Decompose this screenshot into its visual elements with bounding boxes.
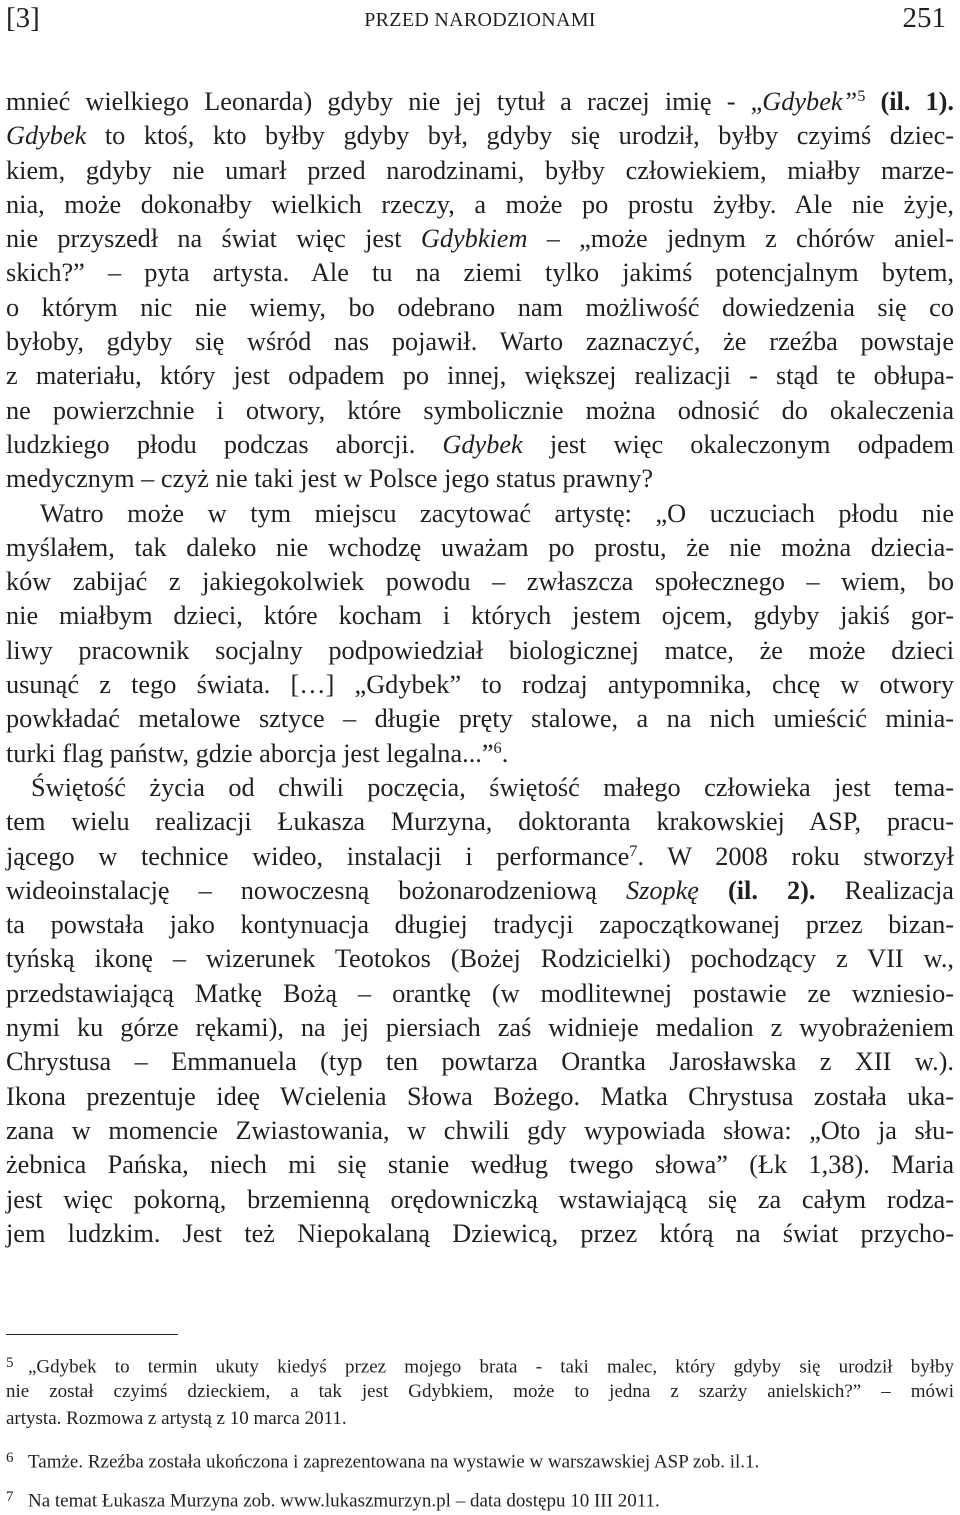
page-number: 251 [902, 2, 946, 34]
footnote-number: 7 [6, 1489, 14, 1506]
footnote-6: 6 Tamże. Rzeźba została ukończona i zaprezentowana na wystawie w warszawskiej ASP zob. il.1. [6, 1445, 954, 1473]
text-line: ne powierzchnie i otwory, które symbolicznie można odnosić do okaleczenia [6, 395, 954, 425]
footnote-ref: 6 [493, 737, 502, 757]
running-header [0, 0, 960, 40]
text-line: usunąć z tego świata. […] „Gdybek” to rodzaj antypomnika, chcę w otwory [6, 670, 954, 700]
text-line: jest więc pokorną, brzemienną orędowniczką wstawiającą się za całym rodza- [6, 1184, 954, 1214]
text-line: o którym nic nie wiemy, bo odebrano nam możliwość dowiedzenia się co [6, 292, 954, 322]
text-line: z materiału, który jest odpadem po innej, większej realizacji - stąd te obłupa- [6, 361, 954, 391]
footnote-7: 7 Na temat Łukasza Murzyna zob. www.lukaszmurzyn.pl – data dostępu 10 III 2011. [6, 1484, 954, 1512]
text-line: tyńską ikonę – wizerunek Teotokos (Bożej Rodzicielki) pochodzący z VII w., [6, 944, 954, 974]
text-line: Świętość życia od chwili poczęcia, świętość małego człowieka jest tema- [31, 772, 954, 802]
running-title: PRZED NARODZIONAMI [364, 9, 596, 31]
text-line: kiem, gdyby nie umarł przed narodzinami, byłby człowiekiem, miałby marze- [6, 155, 954, 185]
footnote-number: 6 [6, 1449, 14, 1466]
footnote-ref: 5 [857, 86, 866, 106]
footnote-5: 5 „Gdybek to termin ukuty kiedyś przez mojego brata - taki malec, który gdyby się urodził byłby [6, 1350, 954, 1378]
text-line: Watro może w tym miejscu zacytować artystę: „O uczuciach płodu nie [40, 498, 954, 528]
chapter-number: [3] [6, 2, 40, 34]
text-line: jem ludzkim. Jest też Niepokalaną Dziewicą, przez którą na świat przycho- [6, 1218, 954, 1248]
text-line: Chrystusa – Emmanuela (typ ten powtarza Orantka Jarosławska z XII w.). [6, 1047, 954, 1077]
text-line: liwy pracownik socjalny podpowiedział biologicznej matce, że może dzieci [6, 635, 954, 665]
text-line: ków zabijać z jakiegokolwiek powodu – zwłaszcza społecznego – wiem, bo [6, 567, 954, 597]
footnote-divider [6, 1334, 178, 1335]
footnote-line: artysta. Rozmowa z artystą z 10 marca 2011. [6, 1408, 347, 1430]
text-line: byłoby, gdyby się wśród nas pojawił. Warto zaznaczyć, że rzeźba powstaje [6, 327, 954, 357]
text-line: ludzkiego płodu podczas aborcji. Gdybek jest więc okaleczonym odpadem [6, 429, 954, 459]
footnote-line: nie został czyimś dzieckiem, a tak jest Gdybkiem, może to jedna z szarży anielskich?” – mówi [6, 1380, 954, 1402]
text-line: przedstawiającą Matkę Bożą – orantkę (w modlitewnej postawie ze wzniesio- [6, 978, 954, 1008]
text-line: Ikona prezentuje ideę Wcielenia Słowa Bożego. Matka Chrystusa została uka- [6, 1081, 954, 1111]
text-line: nie przyszedł na świat więc jest Gdybkiem – „może jednym z chórów aniel- [6, 224, 954, 254]
text-line: nymi ku górze rękami), na jej piersiach zaś widnieje medalion z wyobrażeniem [6, 1013, 954, 1043]
main-text [6, 85, 954, 1251]
text-line: żebnica Pańska, niech mi się stanie według twego słowa” (Łk 1,38). Maria [6, 1150, 954, 1180]
text-line: nie miałbym dzieci, które kocham i których jestem ojcem, gdyby jakiś gor- [6, 601, 954, 631]
text-line: Gdybek to ktoś, kto byłby gdyby był, gdyby się urodził, byłby czyimś dziec- [6, 121, 954, 151]
text-line: skich?” – pyta artysta. Ale tu na ziemi tylko jakimś potencjalnym bytem, [6, 258, 954, 288]
footnotes [6, 1350, 954, 1512]
text-line: mnieć wielkiego Leonarda) gdyby nie jej tytuł a raczej imię - „Gdybek”$^5$ (il. 1). [6, 86, 955, 116]
footnote-ref: 7 [629, 840, 638, 860]
text-line: zana w momencie Zwiastowania, w chwili gdy wypowiada słowa: „Oto ja słu- [6, 1115, 954, 1145]
text-line: ta powstała jako kontynuacja długiej tradycji zapoczątkowanej przez bizan- [6, 910, 954, 940]
text-line: myślałem, tak daleko nie wchodzę uważam po prostu, że nie można dziecia- [6, 532, 954, 562]
text-line: turki flag państw, gdzie aborcja jest legalna...”$^6$. [6, 737, 509, 768]
text-line: tem wielu realizacji Łukasza Murzyna, doktoranta krakowskiej ASP, pracu- [6, 807, 954, 837]
text-line: wideoinstalację – nowoczesną bożonarodzeniową Szopkę (il. 2). Realizacja [6, 875, 954, 905]
text-line: nia, może dokonałby wielkich rzeczy, a może po prostu żyłby. Ale nie żyje, [6, 189, 954, 219]
text-line: medycznym – czyż nie taki jest w Polsce jego status prawny? [6, 464, 654, 494]
footnote-number: 5 [6, 1355, 14, 1371]
text-line: powkładać metalowe sztyce – długie pręty stalowe, a na nich umieścić minia- [6, 704, 954, 734]
text-line: jącego w technice wideo, instalacji i performance$^7$. W 2008 roku stworzył [6, 840, 954, 871]
